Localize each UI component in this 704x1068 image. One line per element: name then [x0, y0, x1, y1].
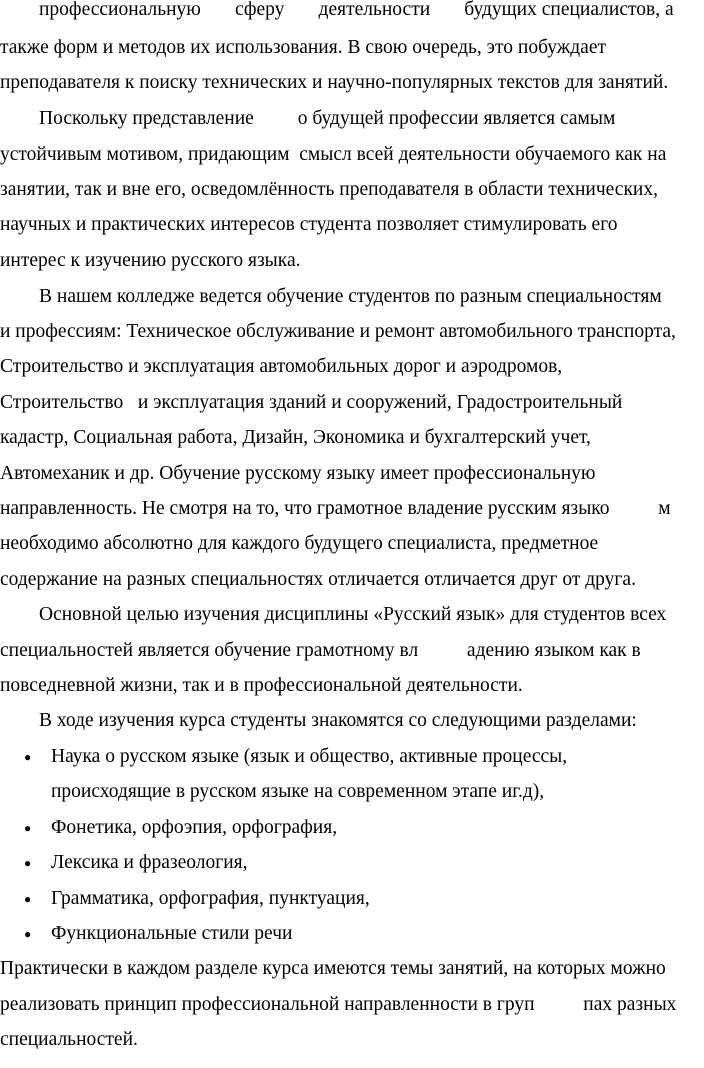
list-item-1-continuation: происходящие в русском языке на современном этапе иг.д), [51, 781, 545, 802]
text-line-22: Практически в каждом разделе курса имеются темы занятий, на которых можно [0, 958, 666, 979]
text-line-17: содержание на разных специальностях отличается отличается друг от друга. [0, 569, 636, 590]
text-line-12: Строительство и эксплуатация зданий и сооружений, Градостроительный [0, 392, 623, 413]
text-line-15: направленность. Не смотря на то, что грамотное владение русским языко м [0, 498, 671, 519]
text-line-4: Поскольку представление о будущей профессии является самым [0, 108, 616, 129]
bullet-icon: ● [24, 856, 32, 870]
text-line-23: реализовать принцип профессиональной направленности в груп пах разных [0, 994, 677, 1015]
list-item-5: Функциональные стили речи [51, 923, 293, 944]
text-line-6: занятии, так и вне его, осведомлённость преподавателя в области технических, [0, 179, 658, 200]
text-line-16: необходимо абсолютно для каждого будущего специалиста, предметное [0, 533, 599, 554]
bullet-icon: ● [24, 750, 32, 764]
text-line-1: профессиональную сферу деятельности будущих специалистов, а [0, 0, 674, 20]
text-line-19: специальностей является обучение грамотному вл адению языком как в [0, 640, 641, 661]
bullet-icon: ● [24, 892, 32, 906]
list-item-1: Наука о русском языке (язык и общество, активные процессы, [51, 746, 568, 767]
text-line-24: специальностей. [0, 1029, 138, 1050]
text-line-9: В нашем колледже ведется обучение студентов по разным специальностям [0, 286, 662, 307]
text-line-3: преподавателя к поиску технических и научно-популярных текстов для занятий. [0, 72, 669, 93]
bullet-icon: ● [24, 821, 32, 835]
text-line-13: кадастр, Социальная работа, Дизайн, Экономика и бухгалтерский учет, [0, 427, 591, 448]
bullet-icon: ● [24, 927, 32, 941]
text-line-2: также форм и методов их использования. В свою очередь, это побуждает [0, 37, 607, 58]
text-line-20: повседневной жизни, так и в профессиональной деятельности. [0, 675, 523, 696]
text-line-11: Строительство и эксплуатация автомобильных дорог и аэродромов, [0, 356, 563, 377]
text-line-10: и профессиям: Техническое обслуживание и ремонт автомобильного транспорта, [0, 321, 676, 342]
text-line-8: интерес к изучению русского языка. [0, 250, 301, 271]
list-item-2: Фонетика, орфоэпия, орфография, [51, 817, 338, 838]
text-line-7: научных и практических интересов студента позволяет стимулировать его [0, 214, 618, 235]
text-line-14: Автомеханик и др. Обучение русскому языку имеет профессиональную [0, 463, 596, 484]
text-line-21: В ходе изучения курса студенты знакомятся со следующими разделами: [0, 710, 637, 731]
list-item-4: Грамматика, орфография, пунктуация, [51, 888, 370, 909]
text-line-18: Основной целью изучения дисциплины «Русский язык» для студентов всех [0, 604, 667, 625]
text-line-5: устойчивым мотивом, придающим смысл всей деятельности обучаемого как на [0, 144, 667, 165]
list-item-3: Лексика и фразеология, [51, 852, 248, 873]
